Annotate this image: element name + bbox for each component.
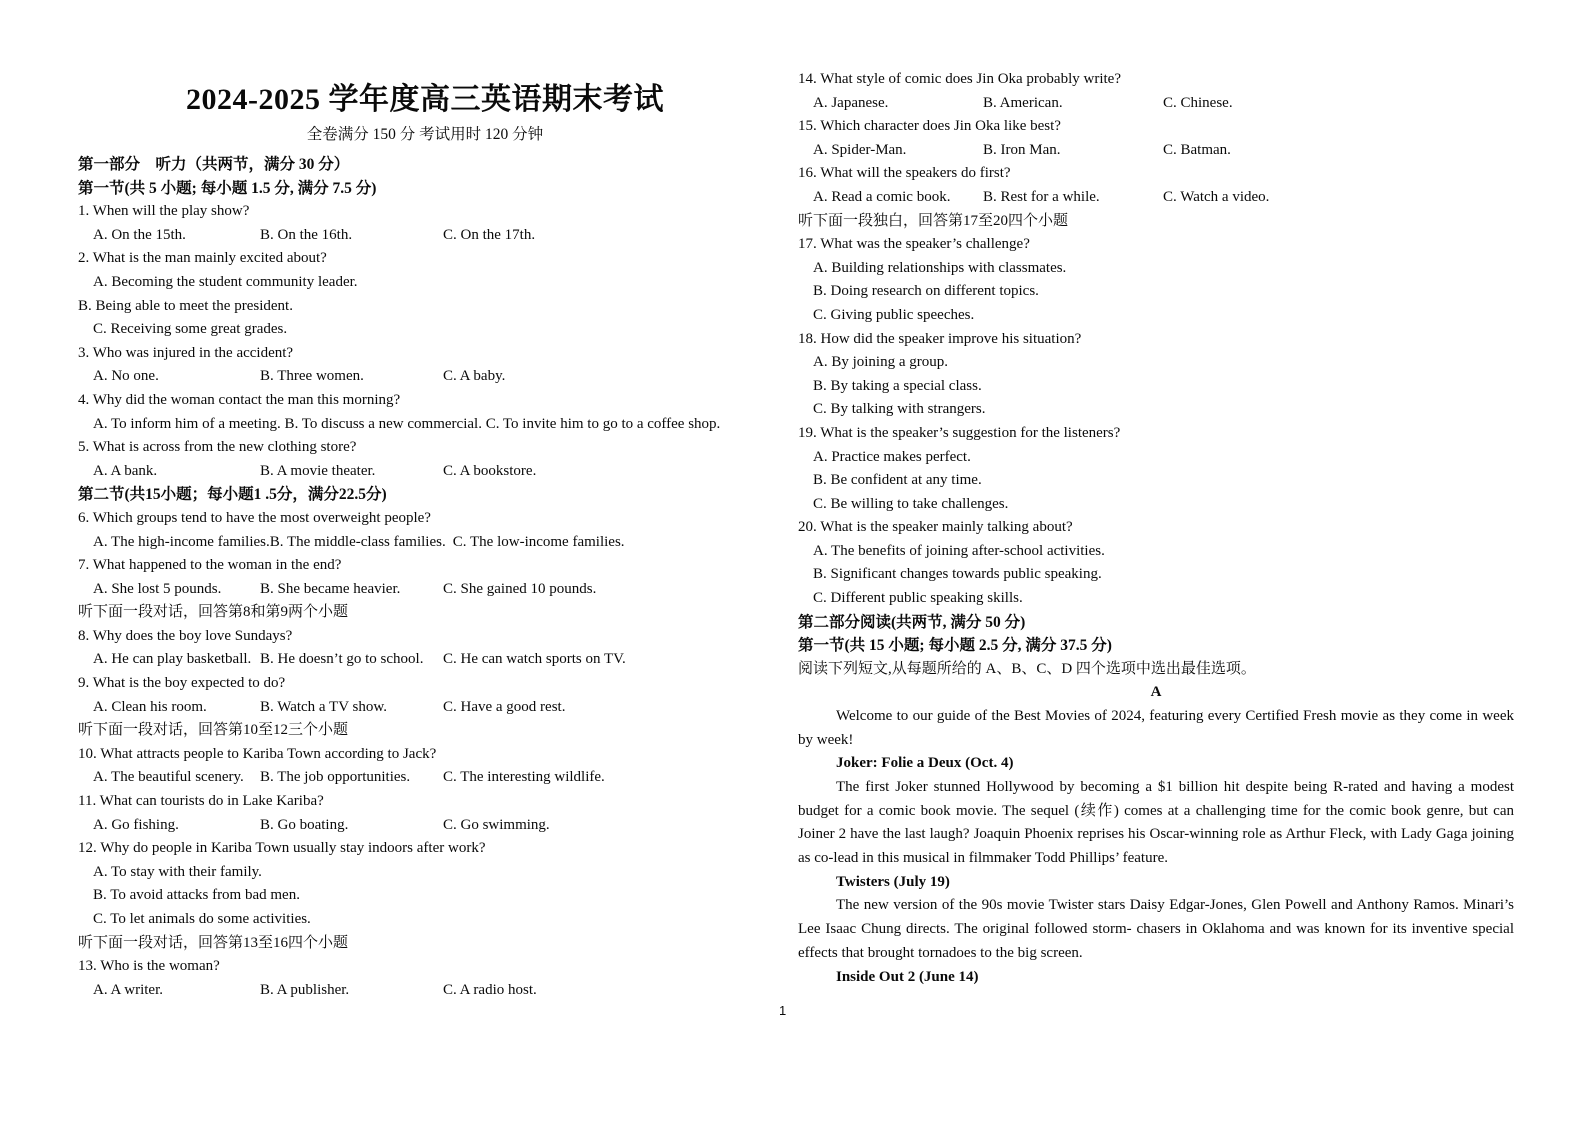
option-b: B. The job opportunities. [260, 769, 411, 786]
question-line: 11. What can tourists do in Lake Kariba? [78, 793, 324, 810]
option-b: B. Rest for a while. [983, 188, 1100, 205]
option-line: C. Be willing to take challenges. [813, 495, 1009, 512]
movie-title: Joker: Folie a Deux (Oct. 4) [836, 755, 1014, 772]
passage-paragraph: The new version of the 90s movie Twister stars Daisy Edgar-Jones, Glen Powell and Anthony Ramos. Minari’s Lee Isaac Chung directs. The original followed storm- chasers in Oklahoma and was known for its inventive special effects that brought tornadoes to the big screen. [798, 897, 1514, 961]
movie-title: Twisters (July 19) [836, 873, 950, 890]
option-a: A. The beautiful scenery. [93, 769, 244, 786]
option-b: B. A movie theater. [260, 462, 376, 479]
option-a: A. A writer. [93, 981, 163, 998]
passage-letter: A [1150, 684, 1162, 701]
option-c: C. A radio host. [443, 981, 537, 998]
question-line: 20. What is the speaker mainly talking about? [798, 519, 1073, 536]
question-line: 5. What is across from the new clothing store? [78, 439, 357, 456]
option-row [78, 814, 784, 838]
option-a: A. Spider-Man. [813, 141, 907, 158]
question-line: 10. What attracts people to Kariba Town according to Jack? [78, 745, 437, 762]
section-heading: 第一节(共 15 小题; 每小题 2.5 分, 满分 37.5 分) [798, 637, 1112, 655]
option-b: B. On the 16th. [260, 226, 353, 243]
option-c: C. Chinese. [1163, 94, 1233, 111]
question-line: 4. Why did the woman contact the man this morning? [78, 391, 401, 408]
option-b: B. A publisher. [260, 981, 350, 998]
option-line: C. By talking with strangers. [813, 401, 986, 418]
option-line: A. To inform him of a meeting. B. To discuss a new commercial. C. To invite him to go to a coffee shop. [93, 415, 721, 432]
option-a: A. No one. [93, 368, 159, 385]
option-c: C. Watch a video. [1163, 188, 1270, 205]
option-row [78, 460, 784, 484]
option-line: B. Doing research on different topics. [813, 283, 1039, 300]
option-line: B. Significant changes towards public speaking. [813, 566, 1102, 583]
option-row [798, 186, 1514, 210]
question-line: 9. What is the boy expected to do? [78, 675, 286, 692]
option-c: C. A baby. [443, 368, 506, 385]
option-line: B. Being able to meet the president. [78, 297, 293, 314]
exam-title: 2024-2025 学年度高三英语期末考试 [186, 83, 664, 116]
option-row [78, 696, 784, 720]
listening-instruction: 阅读下列短文,从每题所给的 A、B、C、D 四个选项中选出最佳选项。 [798, 660, 1256, 677]
option-row [78, 766, 784, 790]
option-a: A. Go fishing. [93, 816, 179, 833]
question-line: 15. Which character does Jin Oka like best? [798, 118, 1061, 135]
question-line: 17. What was the speaker’s challenge? [798, 236, 1030, 253]
option-a: A. On the 15th. [93, 226, 186, 243]
question-line: 8. Why does the boy love Sundays? [78, 627, 293, 644]
question-line: 14. What style of comic does Jin Oka probably write? [798, 71, 1121, 87]
option-row [78, 648, 784, 672]
option-line: C. To let animals do some activities. [93, 911, 311, 927]
option-line: A. To stay with their family. [93, 863, 262, 880]
question-line: 16. What will the speakers do first? [798, 165, 1011, 182]
question-line: 12. Why do people in Kariba Town usually stay indoors after work? [78, 840, 486, 857]
listening-instruction: 听下面一段对话，回答第10至12三个小题 [78, 722, 349, 739]
option-b: B. Three women. [260, 368, 364, 385]
option-line: B. Be confident at any time. [813, 472, 982, 489]
listening-instruction: 听下面一段对话，回答第13至16四个小题 [78, 934, 349, 951]
option-c: C. Go swimming. [443, 816, 550, 833]
option-line: A. Practice makes perfect. [813, 448, 971, 465]
option-b: B. The middle-class families. [269, 533, 446, 550]
option-line: C. Receiving some great grades. [93, 321, 288, 338]
option-b: B. He doesn’t go to school. [260, 651, 424, 668]
exam-score-duration: 全卷满分 150 分 考试用时 120 分钟 [306, 126, 544, 143]
option-line: B. To avoid attacks from bad men. [93, 887, 300, 904]
option-a: A. A bank. [93, 462, 158, 479]
question-line: 3. Who was injured in the accident? [78, 344, 294, 361]
question-line: 2. What is the man mainly excited about? [78, 250, 327, 267]
option-row [78, 224, 784, 248]
section-heading: 第一节(共 5 小题; 每小题 1.5 分, 满分 7.5 分) [78, 179, 377, 197]
option-row [798, 139, 1514, 163]
passage-paragraph: Welcome to our guide of the Best Movies of 2024, featuring every Certified Fresh movie as they come in week by week! [798, 708, 1514, 748]
option-a: A. Read a comic book. [813, 188, 951, 205]
option-line: C. Different public speaking skills. [813, 590, 1023, 607]
section-heading: 第二节(共15小题；每小题1 .5分，满分22.5分) [78, 486, 387, 504]
option-line: A. Becoming the student community leader. [93, 273, 358, 290]
option-row [78, 979, 784, 1003]
option-c: C. Have a good rest. [443, 698, 566, 715]
option-c: C. Batman. [1163, 141, 1231, 158]
option-b: B. Iron Man. [983, 141, 1061, 158]
page-number: 1 [779, 1003, 787, 1018]
option-b: B. American. [983, 94, 1063, 111]
option-c: C. On the 17th. [443, 226, 536, 243]
right-column [798, 68, 1514, 989]
option-line: B. By taking a special class. [813, 377, 982, 394]
question-line: 13. Who is the woman? [78, 958, 220, 975]
option-line: A. The benefits of joining after-school activities. [813, 542, 1105, 559]
option-a: A. Clean his room. [93, 698, 207, 715]
option-a: A. Japanese. [813, 94, 889, 111]
option-row [798, 92, 1514, 116]
option-c: C. The low-income families. [452, 533, 625, 550]
movie-title: Inside Out 2 (June 14) [836, 968, 979, 985]
option-b: B. Go boating. [260, 816, 349, 833]
option-b: B. Watch a TV show. [260, 698, 387, 715]
left-column [78, 153, 784, 1002]
section-heading: 第二部分阅读(共两节, 满分 50 分) [798, 613, 1026, 631]
question-line: 6. Which groups tend to have the most overweight people? [78, 509, 431, 526]
question-line: 18. How did the speaker improve his situation? [798, 330, 1082, 347]
section-heading: 第一部分 听力（共两节，满分 30 分） [78, 156, 350, 173]
question-line: 7. What happened to the woman in the end? [78, 557, 342, 574]
option-c: C. The interesting wildlife. [443, 769, 605, 786]
option-a: A. The high-income families. [93, 533, 270, 550]
option-line: A. Building relationships with classmates. [813, 259, 1067, 276]
passage-paragraph: The first Joker stunned Hollywood by becoming a $1 billion hit despite being R-rated and having a modest budget for a comic book movie. The sequel (续作) comes at a challenging time for the comic book genre, but can Joiner 2 have the last laugh? Joaquin Phoenix reprises his Oscar-winning role as Arthur Fleck, with Lady Gaga joining as co-lead in this musical in filmmaker Todd Phillips’ feature. [798, 779, 1514, 867]
question-line: 1. When will the play show? [78, 203, 250, 220]
option-b: B. She became heavier. [260, 580, 401, 597]
option-a: A. He can play basketball. [93, 651, 252, 668]
option-line: A. By joining a group. [813, 354, 948, 371]
option-row [78, 531, 784, 555]
option-row [78, 365, 784, 389]
option-a: A. She lost 5 pounds. [93, 580, 222, 597]
option-line: C. Giving public speeches. [813, 306, 975, 323]
listening-instruction: 听下面一段对话，回答第8和第9两个小题 [78, 604, 349, 621]
option-c: C. He can watch sports on TV. [443, 651, 626, 668]
option-row [78, 578, 784, 602]
listening-instruction: 听下面一段独白，回答第17至20四个小题 [798, 212, 1069, 229]
option-c: C. A bookstore. [443, 462, 537, 479]
question-line: 19. What is the speaker’s suggestion for the listeners? [798, 424, 1121, 441]
option-c: C. She gained 10 pounds. [443, 580, 597, 597]
